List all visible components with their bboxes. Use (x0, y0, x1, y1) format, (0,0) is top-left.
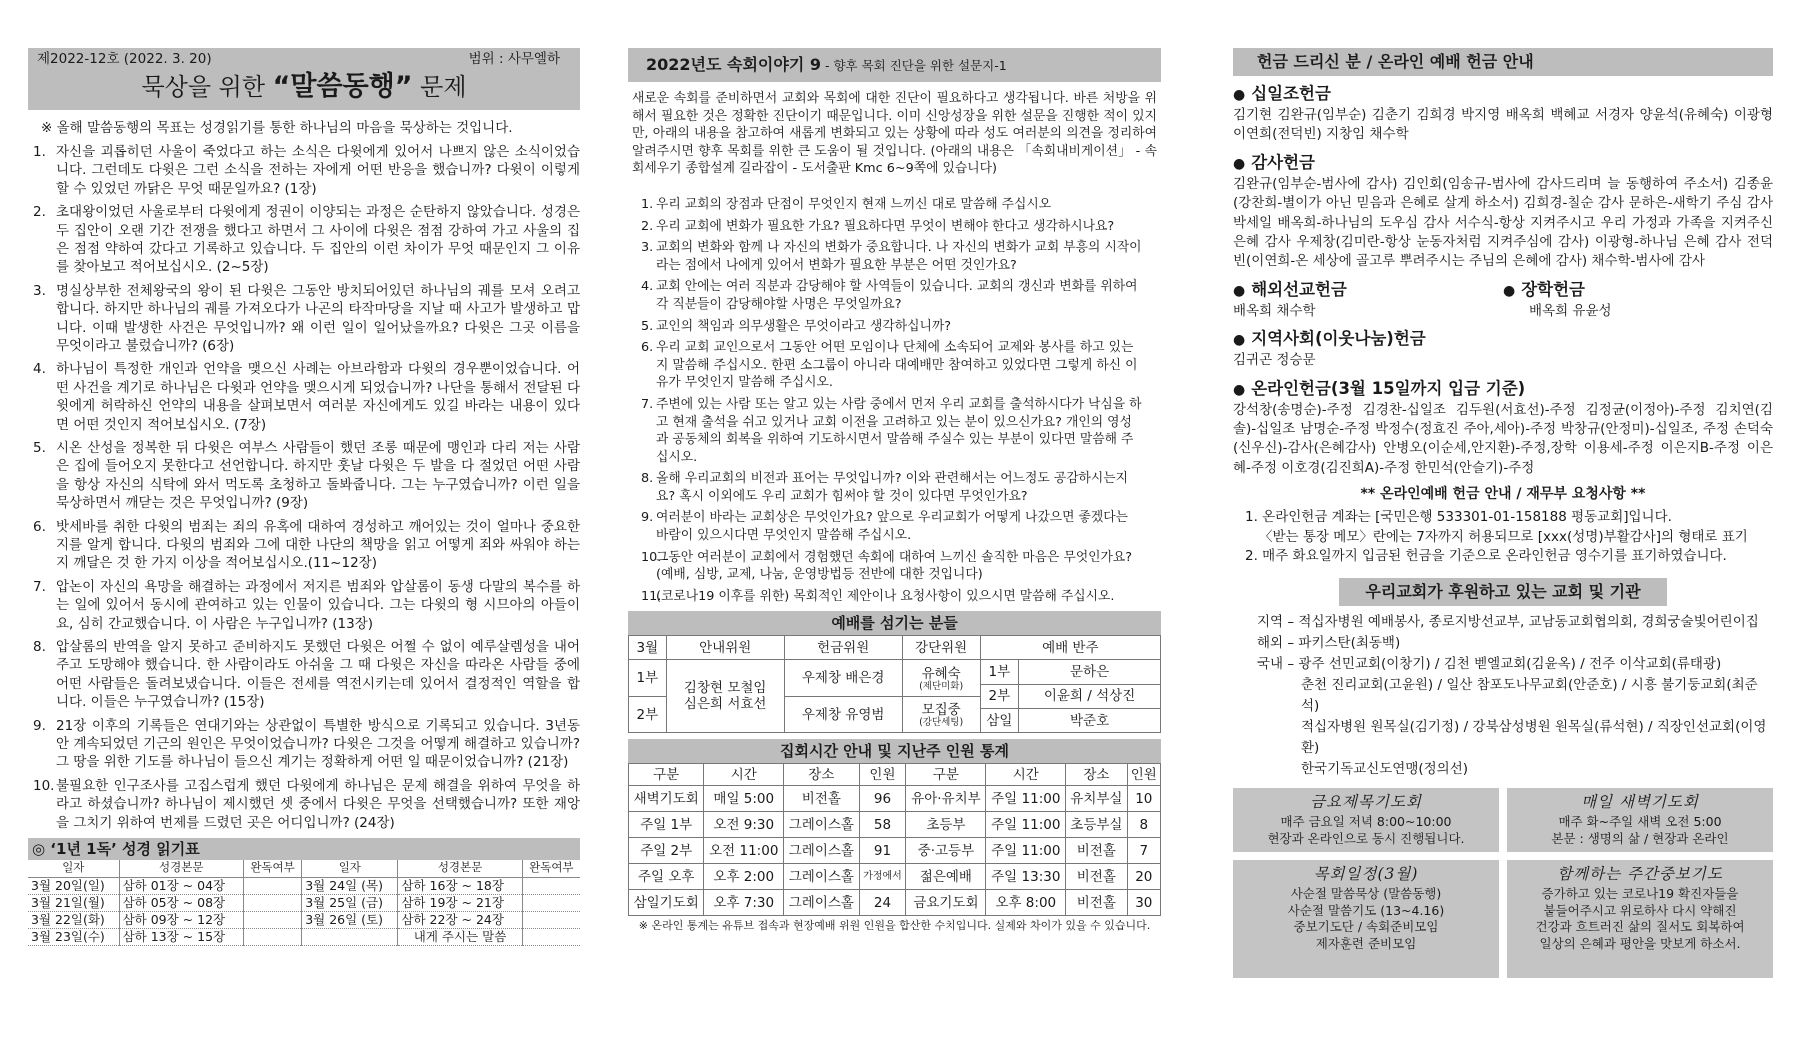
reading-cell: 3월 21일(월) (28, 894, 119, 911)
attendance-cell: 30 (1127, 890, 1160, 916)
reading-cell (243, 894, 301, 911)
online-names: 강석창(송명순)-주정 김경찬-십일조 김두원(서효선)-주정 김정균(이정아)-주정 김치연(김솔)-십일조 남명순-주정 박정수(정효진 주아,세아)-주정 박창규(안정미)-십일조, 주정 손덕숙(신우신)-감사(은혜감사) 안병오(이순세,안지환)-주정,장학 이용세-주정 이은지B-주정 이은혜-주정 이호경(김진희A)-주정 한민석(안슬기)-주정 (1233, 401, 1773, 476)
box-line: 제자훈련 준비모임 (1315, 935, 1417, 951)
section-scholarship: ● 장학헌금 (1503, 279, 1585, 299)
attendance-note: ※ 온라인 통계는 유튜브 접속과 현장예배 위원 인원을 합산한 수치입니다. 실제와 차이가 있을 수 있습니다. (638, 919, 1151, 933)
reading-cell (302, 928, 398, 945)
accompanist-service: 1부 (981, 660, 1019, 684)
survey-item (628, 196, 1161, 214)
reading-header: 완독여부 (522, 860, 580, 877)
attendance-cell: 초등부실 (1066, 812, 1127, 838)
reading-row (28, 928, 580, 945)
meditation-title: 묵상을 위한 “말씀동행” 문제 (141, 71, 467, 102)
survey-list (628, 196, 1161, 605)
attendance-header: 인원 (859, 764, 906, 786)
attendance-cell: 유치부실 (1066, 786, 1127, 812)
attendance-cell: 96 (859, 786, 906, 812)
question-item (28, 638, 580, 712)
question-number: 2. (33, 204, 46, 221)
meditation-column (28, 48, 580, 1008)
survey-number: 2. (641, 218, 654, 234)
schedule-boxes (1233, 788, 1773, 978)
question-number: 5. (33, 439, 46, 456)
online-info-title: ** 온라인예배 헌금 안내 / 재무부 요청사항 ** (1360, 486, 1646, 503)
question-text: 압살롬의 반역을 알지 못하고 준비하지도 못했던 다윗은 어쩔 수 없이 예루살렘성을 내어 주고 도망해야 했습니다. 한 사람이라도 아쉬울 그 때 다윗은 자신을 따라온 사람들 중에 어떤 사람들은 돌려보냈습니다. 이들은 전세를 역전시키는데 있어서 결정적인 역할을 합니다. 이들은 누구였습니까? (15장) (56, 639, 580, 711)
survey-item (628, 470, 1161, 505)
attendance-cell: 젊은예배 (906, 864, 986, 890)
box-line: 매주 화~주일 새벽 오전 5:00 (1558, 814, 1722, 830)
worship-header: 강단위원 (902, 636, 980, 660)
survey-item (628, 339, 1161, 392)
section-local: ● 지역사회(이웃나눔)헌금 (1233, 329, 1426, 349)
section-tithe: ● 십일조헌금 (1233, 84, 1331, 103)
survey-item (628, 278, 1161, 313)
question-text: 밧세바를 취한 다윗의 범죄는 죄의 유혹에 대하여 경성하고 깨어있는 것이 얼마나 중요한지를 알게 합니다. 다윗의 범죄와 그에 대한 나단의 책망을 읽고 어떻게 죄와 싸워야 하는지 깨달은 것 한 가지 이상을 적어보십시오.(11~12장) (56, 518, 580, 572)
survey-item (628, 549, 1161, 584)
accompanist-cell (980, 660, 1160, 733)
reading-table (28, 860, 580, 946)
survey-text: 주변에 있는 사람 또는 알고 있는 사람 중에서 먼저 우리 교회를 출석하시다가 낙심을 하고 현재 출석을 쉬고 있거나 교회 이전을 고려하고 있는 분이 있으신가요? 개인의 영성과 공동체의 회복을 위하여 기도하시면서 말씀해 주실수 있는 부분이 있다면 말씀해 주십시오. (656, 396, 1142, 465)
box-line: 건강과 흐트러진 삶의 질서도 회복하여 (1535, 919, 1745, 935)
reading-cell: 3월 23일(수) (28, 928, 119, 945)
attendance-row (629, 812, 1161, 838)
pastoral-schedule-box: 목회일정(3월) 사순절 말씀묵상 (말씀동행) 사순절 말씀기도 (13~4.16) 중보기도단 / 속회준비모임 제자훈련 준비모임 (1233, 860, 1499, 978)
bullet-icon: ● (1233, 381, 1246, 398)
accompanist-row (981, 708, 1160, 732)
reading-cell: 3월 22일(화) (28, 911, 119, 928)
online-info-list (1233, 509, 1773, 566)
survey-text: 우리 교회의 장점과 단점이 무엇인지 현재 느끼신 대로 말씀해 주십시오 (656, 196, 1052, 212)
survey-text: 교회의 변화와 함께 나 자신의 변화가 중요합니다. 나 자신의 변화가 교회 부흥의 시작이라는 점에서 나에게 있어서 변화가 필요한 부분은 어떤 것인가요? (656, 240, 1142, 273)
box-line: 본문 : 생명의 삶 / 현장과 온라인 (1551, 830, 1729, 846)
cell-group-column (628, 48, 1161, 1008)
survey-number: 8. (641, 471, 654, 487)
reading-schedule (28, 838, 580, 946)
cell-story-intro: 새로운 속회를 준비하면서 교회와 목회에 대한 진단이 필요하다고 생각됩니다. 바른 처방을 위해서 필요한 것은 정확한 진단이기 때문입니다. 이미 신앙성장을 위한 설문을 진행한 적이 있지만, 아래의 내용을 참고하여 새롭게 변화되고 있는 상황에 따라 성도 여러분의 의견을 정리하여 알려주시면 향후 목회를 위한 큰 도움이 될 것입니다. (아래의 내용은 「속회내비게이션」 - 속회세우기 종합설계 길라잡이 - 도서출판 Kmc 6~9쪽에 있습니다) (632, 91, 1157, 177)
question-item (28, 203, 580, 277)
attendance-cell: 주일 오후 (629, 864, 704, 890)
attendance-cell: 매일 5:00 (704, 786, 784, 812)
attendance-cell: 주일 11:00 (986, 786, 1066, 812)
box-line: 중보기도단 / 속회준비모임 (1293, 919, 1439, 935)
accompanist-name: 박준호 (1069, 712, 1110, 729)
attendance-cell: 주일 11:00 (986, 812, 1066, 838)
mission-names: 배옥희 채수학 (1233, 302, 1316, 319)
attendance-cell: 비전홀 (784, 786, 859, 812)
survey-text: 올해 우리교회의 비전과 표어는 무엇입니까? 이와 관련해서는 어느정도 공감하시는지요? 혹시 이외에도 우리 교회가 힘써야 할 것이 있다면 무엇인가요? (656, 471, 1128, 504)
attendance-header: 장소 (1066, 764, 1127, 786)
attendance-cell: 비전홀 (1066, 890, 1127, 916)
question-text: 하나님이 특정한 개인과 언약을 맺으신 사례는 아브라함과 다윗의 경우뿐이었습니다. 어떤 사건을 계기로 하나님은 다윗과 언약을 맺으시게 되었습니까? 나단을 통해서 전달된 다윗에게 허락하신 언약의 내용을 살펴보면서 여러분 자신에게도 있길 바라는 내용이 있다면 어떤 것인지 적어보십시오. (7장) (56, 361, 580, 433)
worship-servants-title: 예배를 섬기는 분들 (628, 611, 1161, 635)
attendance-cell: 24 (859, 890, 906, 916)
bullet-icon: ● (1233, 332, 1246, 349)
reading-cell: 내게 주시는 말씀 (398, 928, 522, 945)
attendance-cell: 새벽기도회 (629, 786, 704, 812)
survey-text: (코로나19 이후를 위한) 목회적인 제안이나 요청사항이 있으시면 말씀해 주십시오. (656, 588, 1115, 604)
service-label: 1부 (629, 660, 667, 697)
attendance-cell: 7 (1127, 838, 1160, 864)
local-names: 김귀곤 정승문 (1233, 352, 1316, 369)
offering-column (1233, 48, 1773, 1008)
friday-prayer-box: 금요제목기도회 매주 금요일 저녁 8:00~10:00 현장과 온라인으로 동시 진행됩니다. (1233, 788, 1499, 852)
attendance-row (629, 890, 1161, 916)
survey-number: 11. (641, 588, 662, 604)
reading-cell: 삼하 01장 ~ 04장 (119, 877, 243, 894)
survey-text: 우리 교회에 변화가 필요한 가요? 필요하다면 무엇이 변해야 한다고 생각하시나요? (656, 218, 1115, 234)
attendance-cell: 10 (1127, 786, 1160, 812)
question-item (28, 439, 580, 513)
attendance-header: 시간 (986, 764, 1066, 786)
box-line: 매주 금요일 저녁 8:00~10:00 (1280, 814, 1452, 830)
question-text: 명실상부한 전체왕국의 왕이 된 다윗은 그동안 방치되어있던 하나님의 궤를 모셔 오려고 합니다. 하지만 하나님의 궤를 가져오다가 나곤의 타작마당을 지날 때 사고가 발생하고 맙니다. 이때 발생한 사건은 무엇입니까? 왜 이런 일이 일어났을까요? 다윗은 그곳 이름을 무엇이라고 불렀습니까? (6장) (56, 282, 580, 354)
question-number: 7. (33, 578, 46, 595)
attendance-cell: 오후 8:00 (986, 890, 1066, 916)
survey-text: 교회 안에는 여러 직분과 감당해야 할 사역들이 있습니다. 교회의 갱신과 변화를 위하여 각 직분들이 감당해야할 사명은 무엇일까요? (656, 279, 1138, 312)
reading-cell: 삼하 22장 ~ 24장 (398, 911, 522, 928)
online-info-item: 1. 온라인헌금 계좌는 [국민은행 533301-01-158188 평동교회]입니다. (1245, 509, 1672, 526)
attendance-title: 집회시간 안내 및 지난주 인원 통계 (628, 739, 1161, 763)
reading-cell: 삼하 09장 ~ 12장 (119, 911, 243, 928)
attendance-cell: 삼일기도회 (629, 890, 704, 916)
survey-text: 우리 교회 교인으로서 그동안 어떤 모임이나 단체에 소속되어 교제와 봉사를 하고 있는지 말씀해 주십시오. 한편 소그룹이 아니라 대예배만 참여하고 있었다면 그렇게 하신 이유가 무엇인지 말씀해 주십시오. (656, 340, 1138, 391)
service-label: 2부 (629, 696, 667, 733)
attendance-table (628, 763, 1161, 916)
reading-cell: 3월 24일 (목) (302, 877, 398, 894)
question-item (28, 282, 580, 356)
attendance-cell: 주일 11:00 (986, 838, 1066, 864)
reading-cell: 삼하 16장 ~ 18장 (398, 877, 522, 894)
question-number: 8. (33, 639, 46, 656)
accompanist-row (981, 684, 1160, 708)
question-item (28, 777, 580, 832)
section-thanks: ● 감사헌금 (1233, 152, 1315, 172)
support-line: 지역 – 적십자병원 예배봉사, 종로지방선교부, 교남동교회협의회, 경희궁술빛어린이집 (1257, 613, 1759, 630)
offering-cell: 우제창 배은경 (784, 660, 902, 697)
online-info-item: 〈받는 통장 메모〉란에는 7자까지 허용되므로 [xxx(성명)부활감사]의 형태로 표기 (1259, 528, 1748, 545)
attendance-cell: 주일 1부 (629, 812, 704, 838)
survey-item (628, 588, 1161, 606)
bullet-icon: ● (1503, 282, 1516, 299)
attendance-row (629, 786, 1161, 812)
survey-item (628, 509, 1161, 544)
attendance-cell: 그레이스홀 (784, 838, 859, 864)
attendance-header: 구분 (629, 764, 704, 786)
box-line: 증가하고 있는 코로나19 확진자들을 (1541, 886, 1739, 902)
attendance-header: 시간 (704, 764, 784, 786)
reading-header: 성경본문 (119, 860, 243, 877)
survey-number: 9. (641, 510, 654, 526)
cell-story-header: 2022년도 속회이야기 9 - 향후 목회 진단을 위한 설문지-1 (628, 48, 1161, 82)
offering-header: 헌금 드리신 분 / 온라인 예배 헌금 안내 (1233, 48, 1773, 76)
survey-item (628, 218, 1161, 236)
question-number: 9. (33, 717, 46, 734)
survey-number: 3. (641, 240, 654, 256)
attendance-cell: 초등부 (906, 812, 986, 838)
meditation-header (28, 48, 580, 110)
reading-row (28, 894, 580, 911)
issue-number: 제2022-12호 (2022. 3. 20) (37, 51, 212, 67)
box-line: 현장과 온라인으로 동시 진행됩니다. (1267, 830, 1465, 846)
reading-header: 일자 (302, 860, 398, 877)
support-title: 우리교회가 후원하고 있는 교회 및 기관 (1339, 578, 1667, 606)
survey-item (628, 239, 1161, 274)
reading-cell: 3월 20일(일) (28, 877, 119, 894)
question-number: 3. (33, 282, 46, 299)
worship-servants-table (628, 635, 1161, 733)
survey-item (628, 318, 1161, 336)
altar-cell: 유혜숙 (제단미화) (902, 660, 980, 697)
attendance-header: 인원 (1127, 764, 1160, 786)
reading-header: 완독여부 (243, 860, 301, 877)
attendance-cell: 오전 11:00 (704, 838, 784, 864)
bullet-icon: ● (1233, 87, 1246, 103)
bullet-icon: ● (1233, 282, 1246, 299)
box-line: 사순절 말씀기도 (13~4.16) (1287, 902, 1445, 918)
support-line: 한국기독교신도연맹(정의선) (1301, 760, 1469, 777)
worship-header: 헌금위원 (784, 636, 902, 660)
attendance-row (629, 838, 1161, 864)
accompanist-name: 문하은 (1019, 660, 1160, 684)
box-line: 사순절 말씀묵상 (말씀동행) (1290, 886, 1442, 902)
attendance-header: 장소 (784, 764, 859, 786)
question-number: 6. (33, 518, 46, 535)
survey-number: 10. (641, 549, 662, 565)
question-number: 1. (33, 143, 46, 160)
attendance-cell: 주일 13:30 (986, 864, 1066, 890)
survey-number: 6. (641, 340, 654, 356)
attendance-cell: 91 (859, 838, 906, 864)
survey-number: 7. (641, 396, 654, 412)
question-text: 불필요한 인구조사를 고집스럽게 했던 다윗에게 하나님은 문제 해결을 위하여 무엇을 하라고 하셨습니까? 하나님이 제시했던 셋 중에서 다윗은 무엇을 선택했습니까? 또한 재앙을 그치기 위하여 번제를 드렸던 곳은 어디입니까? (24장) (56, 777, 580, 831)
attendance-cell: 비전홀 (1066, 864, 1127, 890)
reading-cell: 삼하 19장 ~ 21장 (398, 894, 522, 911)
reading-cell: 삼하 05장 ~ 08장 (119, 894, 243, 911)
altar-cell: 모집중 (강단세팅) (902, 696, 980, 733)
support-line: 적십자병원 원목실(김기정) / 강북삼성병원 원목실(류석현) / 직장인선교회(이영환) (1301, 718, 1767, 756)
survey-item (628, 396, 1161, 466)
survey-number: 1. (641, 196, 654, 212)
support-line: 춘천 진리교회(고윤원) / 일산 참포도나무교회(안준호) / 시흥 불기둥교회(최준석) (1301, 676, 1758, 714)
attendance-cell: 오전 9:30 (704, 812, 784, 838)
attendance-cell: 오후 2:00 (704, 864, 784, 890)
thanks-names: 김완규(임부순-범사에 감사) 김인회(임송규-범사에 감사드리며 늘 동행하여 주소서) 김종윤(강찬희-별이가 아닌 믿음과 은혜로 살게 하소서) 김희경-칠순 감사 문하은-새학기 주심 감사 박세일 배옥희-하나님의 도우심 감사 서수식-항상 지켜주시고 우리 가정과 가족을 지켜주신 은혜 감사 우제창(김미란-항상 눈동자처럼 지켜주심에 감사) 이광형-하나님 은혜 감사 전덕빈(이연희-온 세상에 골고루 뿌려주시는 주님의 은혜에 감사) 채수학-범사에 감사 (1233, 175, 1773, 270)
support-list (1233, 612, 1773, 780)
attendance-cell: 그레이스홀 (784, 890, 859, 916)
worship-header: 안내위원 (666, 636, 784, 660)
reading-cell: 3월 26일 (토) (302, 911, 398, 928)
attendance-cell: 8 (1127, 812, 1160, 838)
attendance-cell: 유아·유치부 (906, 786, 986, 812)
question-number: 10. (33, 777, 55, 794)
reading-cell (243, 928, 301, 945)
question-item (28, 360, 580, 434)
accompanist-service: 2부 (981, 684, 1019, 708)
section-mission: ● 해외선교헌금 (1233, 279, 1347, 299)
attendance-row (629, 864, 1161, 890)
scripture-range: 범위 : 사무엘하 (468, 51, 560, 67)
reading-cell (522, 911, 580, 928)
question-text: 자신을 괴롭히던 사울이 죽었다고 하는 소식은 다윗에게 있어서 나쁘지 않은 소식이었습니다. 그런데도 다윗은 그런 소식을 전하는 자에게 어떤 반응을 했습니까? 다윗이 이렇게 할 수 있었던 까닭은 무엇 때문일까요? (1장) (56, 143, 580, 197)
online-info-item: 2. 매주 화요일까지 입금된 헌금을 기준으로 온라인헌금 영수기를 표기하였습니다. (1245, 548, 1727, 565)
question-text: 시온 산성을 정복한 뒤 다윗은 여부스 사람들이 했던 조롱 때문에 맹인과 다리 저는 사람은 집에 들어오지 못한다고 선언합니다. 하지만 훗날 다윗은 두 발을 다 절었던 어떤 사람을 항상 자신의 식탁에 와서 먹도록 초청하고 돌봐줍니다. 그는 누구였습니까? 이런 일을 묵상하면서 깨닫는 것은 무엇입니까? (9장) (56, 439, 580, 512)
dawn-prayer-box: 매일 새벽기도회 매주 화~주일 새벽 오전 5:00 본문 : 생명의 삶 / 현장과 온라인 (1507, 788, 1773, 852)
meditation-intro: ※ 올해 말씀동행의 목표는 성경읽기를 통한 하나님의 마음을 묵상하는 것입니다. (41, 120, 513, 136)
attendance-cell: 그레이스홀 (784, 812, 859, 838)
survey-number: 5. (641, 318, 654, 334)
survey-number: 4. (641, 279, 654, 295)
guide-cell: 김창현 모철임 심은희 서효선 (666, 660, 784, 733)
question-list (28, 143, 580, 832)
weekly-prayer-box: 함께하는 주간중보기도 증가하고 있는 코로나19 확진자들을 붙들어주시고 위로하사 다시 약해진 건강과 흐트러진 삶의 질서도 회복하여 일상의 은혜과 평안을 맛보게 하소서. (1507, 860, 1773, 978)
question-item (28, 518, 580, 573)
attendance-cell: 58 (859, 812, 906, 838)
attendance-cell: 가정에서 (859, 864, 906, 890)
bullet-icon: ● (1233, 155, 1246, 172)
scholarship-names: 배옥희 유윤성 (1529, 302, 1612, 319)
attendance-cell: 20 (1127, 864, 1160, 890)
accompanist-name: 이윤희 / 석상진 (1019, 684, 1160, 708)
accompanist-service: 삼일 (981, 708, 1019, 732)
survey-text: 여러분이 바라는 교회상은 무엇인가요? 앞으로 우리교회가 어떻게 나갔으면 좋겠다는 바람이 있으시다면 무엇인지 말씀해 주십시오. (656, 510, 1128, 544)
attendance-cell: 비전홀 (1066, 838, 1127, 864)
section-online: ● 온라인헌금(3월 15일까지 입금 기준) (1233, 378, 1526, 398)
survey-text: 그동안 여러분이 교회에서 경험했던 속회에 대하여 느끼신 솔직한 마음은 무엇인가요? (예배, 심방, 교제, 나눔, 운영방법등 전반에 대한 것입니다) (656, 549, 1133, 583)
question-text: 압논이 자신의 욕망을 해결하는 과정에서 저지른 범죄와 압살롬이 동생 다말의 복수를 하는 일에 있어서 동시에 관여하고 있는 인물이 있습니다. 그는 다윗의 형 시므아의 아들이요, 심히 간교했습니다. 이 사람은 누구입니까? (13장) (56, 578, 580, 632)
offering-cell: 우제창 유영범 (784, 696, 902, 733)
reading-cell: 삼하 13장 ~ 15장 (119, 928, 243, 945)
box-line: 일상의 은혜과 평안을 맛보게 하소서. (1539, 935, 1741, 951)
accompanist-row (981, 660, 1160, 684)
question-number: 4. (33, 361, 46, 378)
attendance-cell: 금요기도회 (906, 890, 986, 916)
question-item (28, 143, 580, 198)
reading-header: 성경본문 (398, 860, 522, 877)
attendance-cell: 오후 7:30 (704, 890, 784, 916)
support-line: 국내 – 광주 선민교회(이창기) / 김천 벧엘교회(김윤옥) / 전주 이삭교회(류태광) (1257, 655, 1722, 672)
question-text: 초대왕이었던 사울로부터 다윗에게 정권이 이양되는 과정은 순탄하지 않았습니다. 성경은 두 집안이 오랜 기간 전쟁을 했다고 하면서 그 사이에 다윗은 점점 강하여 가고 사울의 집은 점점 약하여 갔다고 기록하고 있습니다. 두 집안의 이런 차이가 무엇 때문인지 그 이유를 찾아보고 적어보십시오. (2~5장) (56, 204, 580, 276)
worship-header: 예배 반주 (980, 636, 1160, 660)
box-line: 붙들어주시고 위로하사 다시 약해진 (1543, 902, 1737, 918)
tithe-names: 김기현 김완규(임부순) 김춘기 김희경 박지영 배옥희 백혜교 서경자 양윤석(유혜숙) 이광형 이연희(전덕빈) 지창임 채수학 (1233, 107, 1773, 143)
question-item (28, 578, 580, 633)
survey-text: 교인의 책임과 의무생활은 무엇이라고 생각하십니까? (656, 318, 952, 334)
attendance-header: 구분 (906, 764, 986, 786)
question-item (28, 717, 580, 772)
reading-cell (522, 894, 580, 911)
reading-cell: 3월 25일 (금) (302, 894, 398, 911)
reading-header: 일자 (28, 860, 119, 877)
reading-cell (243, 877, 301, 894)
reading-title: ◎ ‘1년 1독’ 성경 읽기표 (28, 838, 580, 860)
worship-header: 3월 (629, 636, 667, 660)
attendance-cell: 중·고등부 (906, 838, 986, 864)
reading-row (28, 877, 580, 894)
reading-cell (522, 928, 580, 945)
support-line: 해외 – 파키스탄(최동백) (1257, 634, 1401, 651)
attendance-cell: 그레이스홀 (784, 864, 859, 890)
question-text: 21장 이후의 기록들은 연대기와는 상관없이 특별한 방식으로 기록되고 있습니다. 3년동안 계속되었던 기근의 원인은 무엇이었습니까? 다윗은 그것을 어떻게 해결하고 있습니까? 그 땅을 위한 기도를 하나님이 들으신 계기는 정확하게 어떤 일 때문이었습니까? (21장) (56, 717, 580, 771)
reading-cell (243, 911, 301, 928)
attendance-cell: 주일 2부 (629, 838, 704, 864)
reading-row (28, 911, 580, 928)
reading-cell (522, 877, 580, 894)
